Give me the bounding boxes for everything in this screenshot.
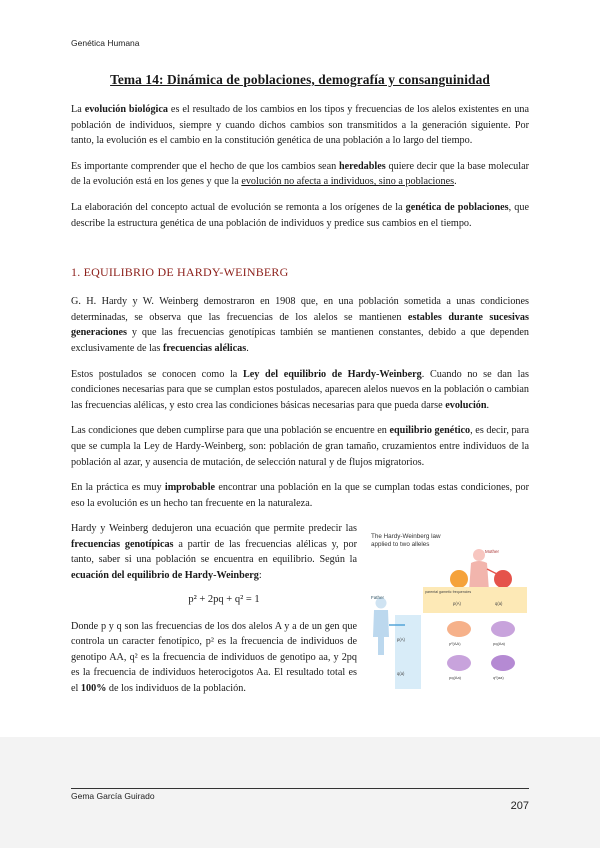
gamete-circle [494, 570, 512, 588]
q-a-label: q(a) [495, 601, 503, 607]
bold-term: genética de poblaciones [405, 201, 509, 213]
text-run: . [454, 176, 457, 188]
bold-term: frecuencias genotípicas [71, 538, 174, 550]
text-run: La elaboración del concepto actual de evolución se remonta a los orígenes de la [71, 201, 406, 213]
father-label: Father [371, 595, 385, 601]
hardy-weinberg-figure [367, 529, 527, 689]
text-run: Las condiciones que deben cumplirse para que una población se encuentre en [71, 425, 390, 437]
offspring-heterozygous [447, 655, 471, 671]
mother-label: Mother [485, 549, 500, 555]
section-heading: 1. EQUILIBRIO DE HARDY-WEINBERG [71, 265, 289, 280]
text-run: y que las frecuencias genotípicas también se mantienen constantes, debido a que dependen exclusivamente de las [71, 327, 529, 354]
arrow-icon [487, 569, 499, 575]
page-number: 207 [510, 800, 529, 812]
footer-divider [71, 788, 529, 789]
bold-term: evolución [445, 399, 487, 411]
text-run: . [486, 399, 490, 411]
text-run: Hardy y Weinberg dedujeron una ecuación que permite predecir las [71, 523, 357, 535]
section-paragraph-1 [71, 294, 529, 356]
bold-term: 100% [80, 683, 107, 695]
legend-label: parental gametic frequencies [425, 590, 472, 595]
bold-term: estables durante sucesivas generaciones [71, 311, 529, 339]
bold-term: improbable [164, 482, 216, 494]
chapter-title: Tema 14: Dinámica de poblaciones, demografía y consanguinidad [110, 72, 490, 87]
figure-title [371, 533, 441, 548]
pq-label-2: pq(Aa) [449, 675, 462, 681]
intro-paragraph-2 [71, 159, 529, 190]
text-run: quiere decir que la base molecular de la evolución está en los genes y que la [71, 160, 529, 188]
text-run: encontrar una población en la que se cumplan todas estas condiciones, por eso la evolución es un hecho tan frecuente en la naturaleza. [71, 482, 529, 509]
text-run: Es importante comprender que el hecho de que los cambios sean [71, 160, 339, 172]
section-paragraph-5 [71, 521, 357, 583]
p2-label: p²(AA) [449, 641, 461, 647]
left-gamete-band [395, 615, 421, 689]
footer-author: Gema García Guirado [71, 791, 155, 801]
text-run: a partir de las frecuencias alélicas y, por tanto, saber si una población se encuentra en equilibrio. Según la [71, 538, 357, 566]
pq-label: pq(Aa) [493, 641, 506, 647]
text-run: La [71, 104, 85, 115]
bold-term: Ley del equilibrio de Hardy-Weinberg [242, 368, 422, 380]
bold-term: equilibrio genético [389, 425, 471, 437]
p-a-label: p(A) [453, 601, 461, 607]
bold-term: evolución biológica [84, 104, 168, 115]
offspring-heterozygous [491, 621, 515, 637]
punnett-diagram [367, 529, 527, 689]
text-run: Estos postulados se conocen como la [71, 368, 243, 380]
text-run: G. H. Hardy y W. Weinberg demostraron en 1908 que, en una población sometida a unas condiciones determinadas, se observa que las frecuencias de los alelos se mantienen [71, 296, 529, 323]
left-q-a-label: q(a) [397, 671, 405, 677]
text-run: Donde p y q son las frecuencias de los dos alelos A y a de un gen que controla un caracter fenotípico, p² es la frecuencia de individuos de genotipo AA, q² es la frecuencia de individuos de genotipo aa, y 2pq es la frecuencia de individuos heterocigotos Aa. El resultado total es el [71, 620, 357, 695]
section-paragraph-6 [71, 619, 357, 697]
text-run: . [246, 342, 249, 354]
text-run: , que describe la estructura genética de una población de individuos y predice sus cambios en el tiempo. [71, 201, 529, 229]
q2-label: q²(aa) [493, 675, 504, 681]
offspring-recessive [491, 655, 515, 671]
bold-term: heredables [338, 160, 386, 172]
hardy-weinberg-formula: p² + 2pq + q² = 1 [188, 593, 260, 605]
father-figure-icon [373, 598, 389, 656]
equation-block [71, 521, 529, 706]
text-run: En la práctica es muy [71, 482, 165, 494]
offspring-aa-dominant [447, 621, 471, 637]
figure-title-line-2: applied to two alleles [371, 540, 430, 548]
figure-title-line-1: The Hardy-Weinberg law [371, 533, 441, 541]
running-header: Genética Humana [71, 38, 140, 48]
section-paragraph-4 [71, 480, 529, 511]
intro-paragraph-1 [71, 102, 529, 149]
text-run: . Cuando no se dan las condiciones necesarias para que se cumplan estos postulados, aparecen alelos nuevos en la población o cambian las frecuencias alélicas, y esto crea las condiciones básicas necesarias para que pueda darse [71, 368, 529, 411]
left-p-a-label: p(A) [397, 637, 405, 643]
section-paragraph-2 [71, 367, 529, 414]
text-run: evolución no afecta a individuos, sino a poblaciones [241, 176, 455, 188]
bold-term: frecuencias alélicas [162, 342, 247, 354]
equation-text-column [71, 521, 357, 706]
text-run: : [258, 570, 262, 582]
text-run: , es decir, para que se cumpla la Ley de Hardy-Weinberg, son: población de gran tamaño, cruzamientos entre individuos de la población al azar, y ausencia de mutación, de selección natural y de flujos migratorios. [71, 425, 529, 468]
gamete-circle [450, 570, 468, 588]
bold-term: ecuación del equilibrio de Hardy-Weinberg [71, 570, 259, 582]
page-content [71, 72, 529, 707]
text-run: es el resultado de los cambios en los tipos y frecuencias de los alelos existentes en una población de individuos, siempre y cuando dichos cambios son transmitidos a la generación siguiente. Por tanto, la evolución es el cambio en la constitución genética de una población a lo largo del tiempo. [71, 104, 530, 147]
text-run: de los individuos de la población. [106, 683, 246, 695]
section-paragraph-3 [71, 423, 529, 470]
intro-paragraph-3 [71, 200, 529, 231]
